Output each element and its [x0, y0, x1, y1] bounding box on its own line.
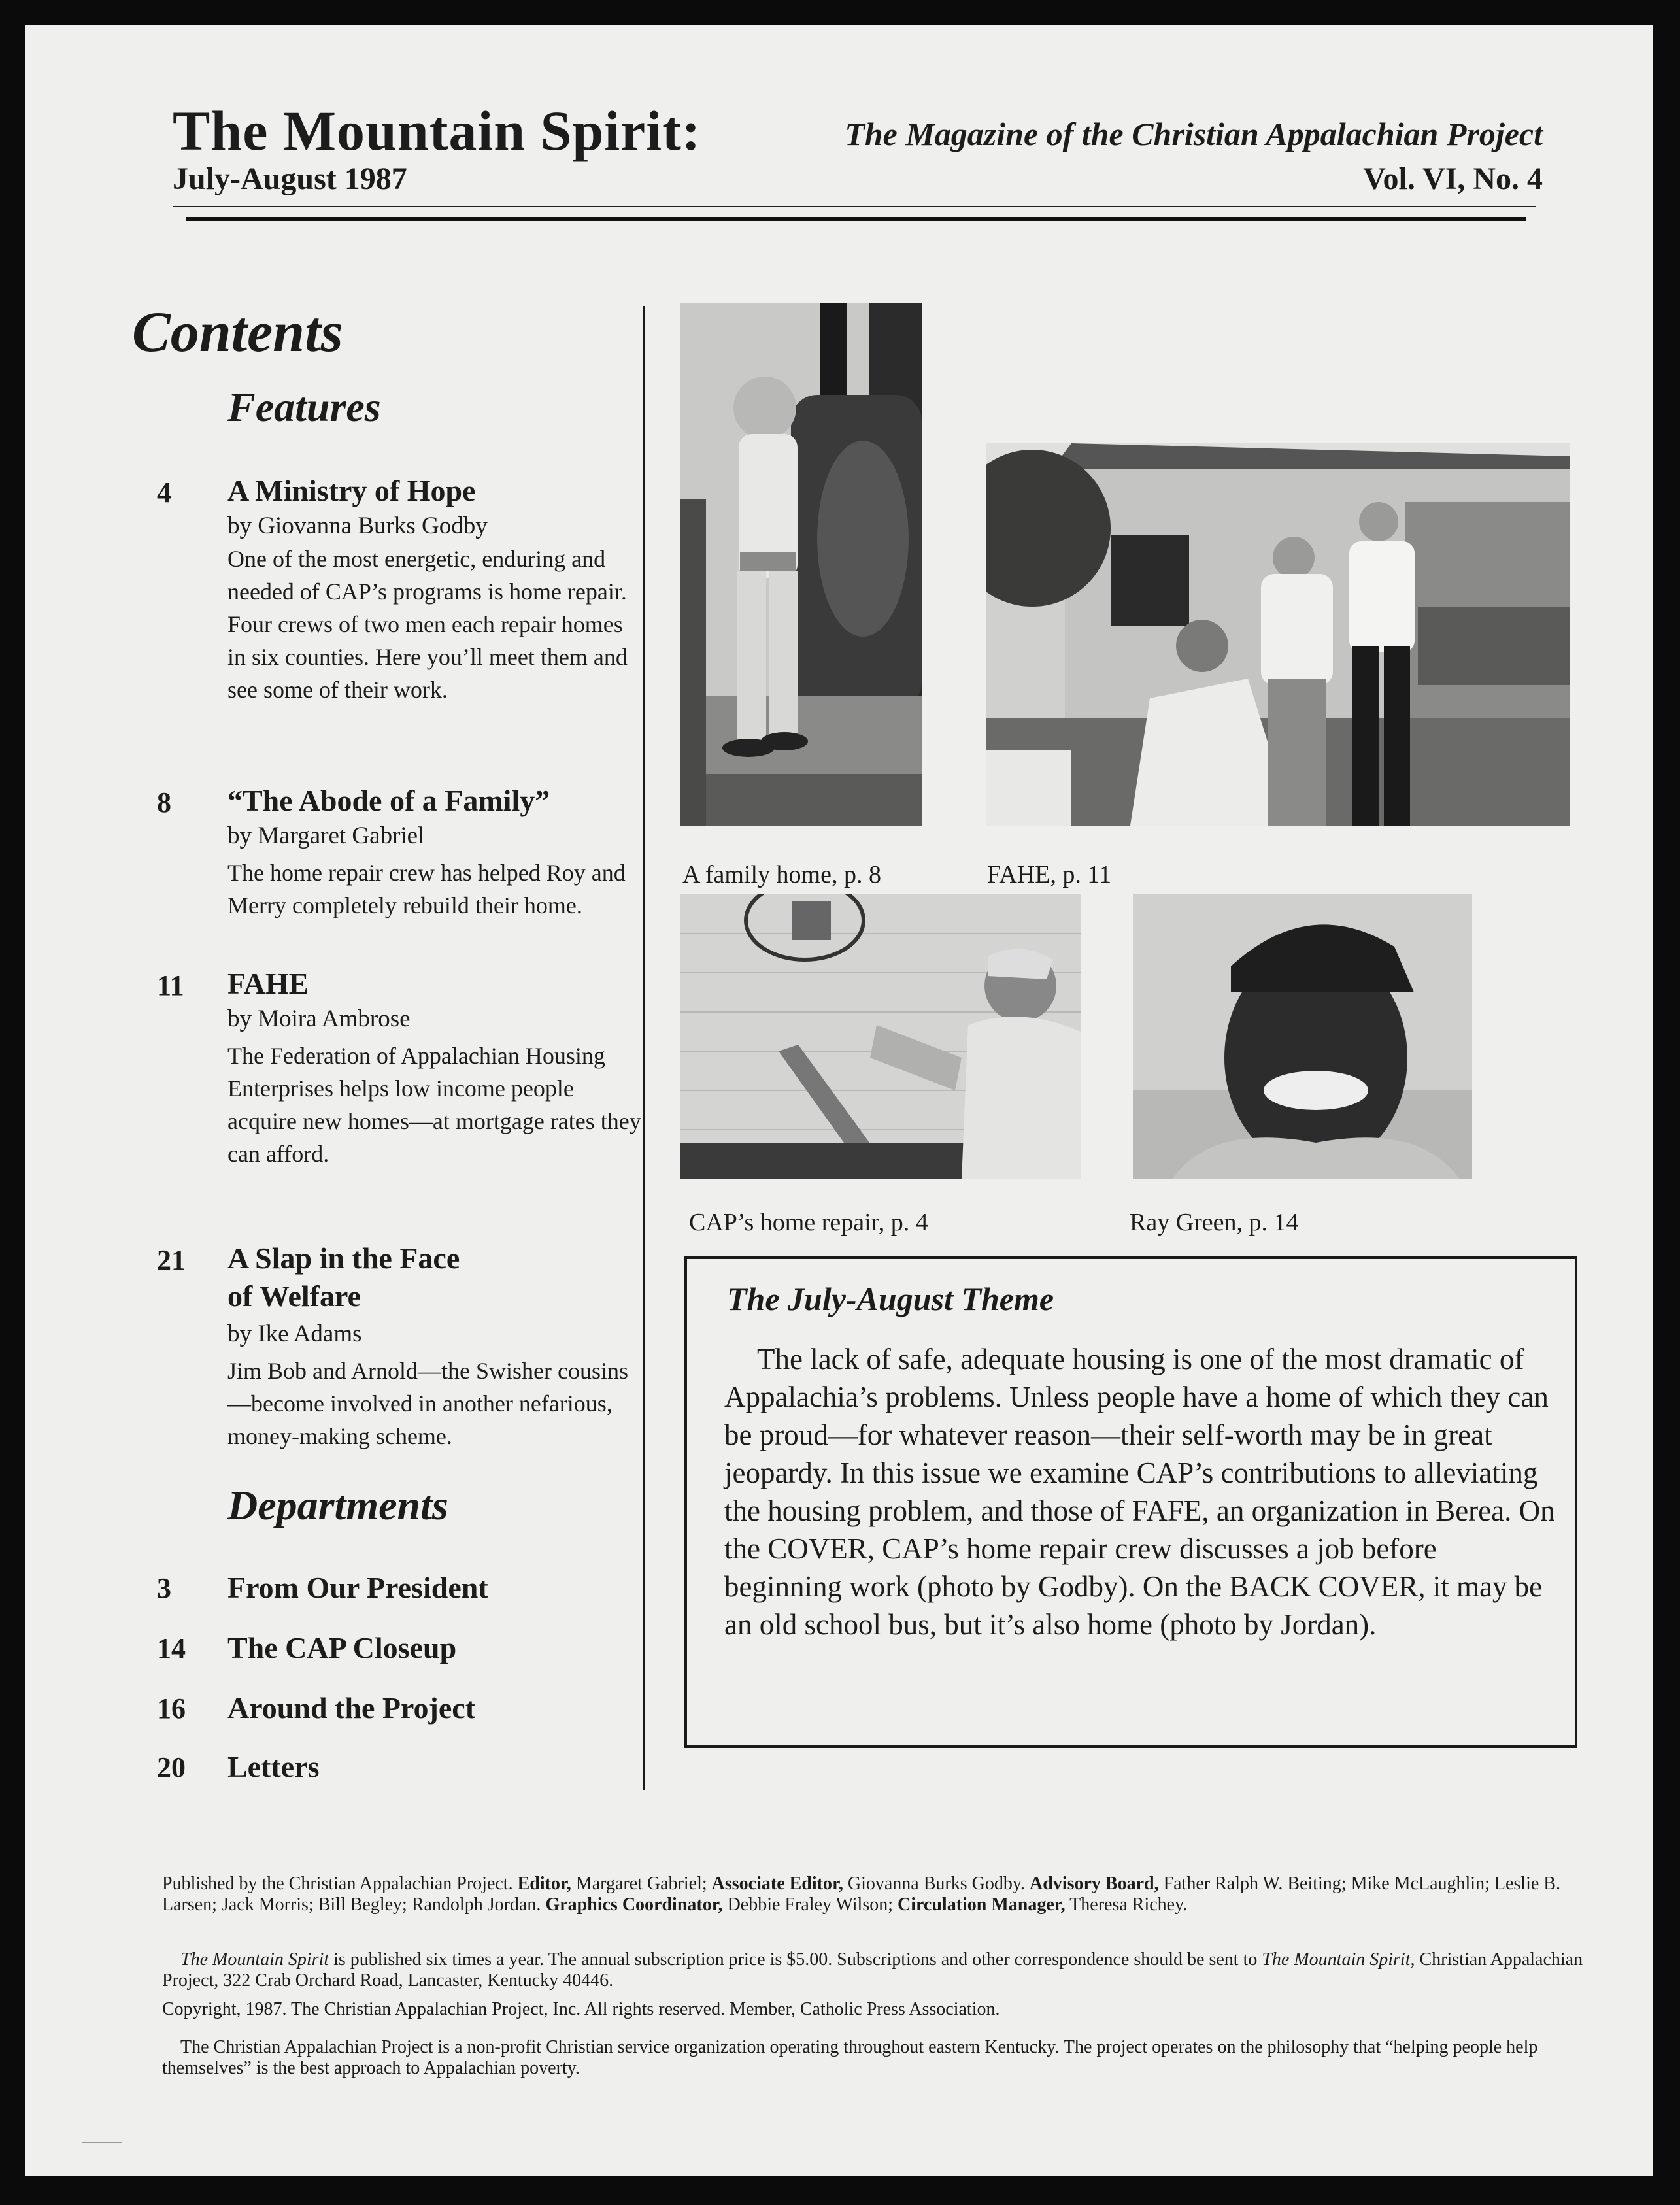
departments-heading: Departments [227, 1482, 448, 1528]
feature-title-line-2: of Welfare [227, 1279, 361, 1313]
copyright-notice: Copyright, 1987. The Christian Appalachian Project, Inc. All rights reserved. Member, Catholic Press Association. [162, 1999, 1000, 2019]
feature-description: The home repair crew has helped Roy and Merry completely rebuild their home. [227, 860, 626, 918]
department-page-number: 16 [157, 1692, 186, 1725]
features-heading: Features [227, 384, 381, 430]
feature-description: One of the most energetic, enduring and needed of CAP’s programs is home repair. Four crews of two men each repair homes in six counties. Here you’ll meet them and see some of their work. [227, 546, 628, 703]
photo-caption: FAHE, p. 11 [987, 861, 1111, 888]
page-edge-mark [82, 2142, 122, 2143]
department-page-number: 20 [157, 1751, 186, 1783]
feature-title: A Slap in the Face [227, 1241, 460, 1275]
department-page-number: 3 [157, 1572, 171, 1604]
photo-caption: A family home, p. 8 [682, 861, 881, 888]
masthead-rule-thin [173, 206, 1536, 207]
feature-title: A Ministry of Hope [227, 474, 476, 507]
issue-volume: Vol. VI, No. 4 [1363, 161, 1543, 196]
mission-statement: The Christian Appalachian Project is a non-profit Christian service organization operating throughout eastern Kentucky. The project operates on the philosophy that “helping people help themselves” is the best approach to Appalachian poverty. [162, 2037, 1538, 2078]
magazine-tagline: The Magazine of the Christian Appalachian Project [845, 116, 1543, 152]
feature-author: by Giovanna Burks Godby [227, 513, 488, 539]
feature-page-number: 8 [157, 786, 171, 818]
publisher-credits: Published by the Christian Appalachian Project. Editor, Margaret Gabriel; Associate Editor, Giovanna Burks Godby. Advisory Board, Father Ralph W. Beiting; Mike McLaughlin; Leslie B. Larsen; Jack Morris; Bill Begley; Randolph Jordan. Graphics Coordinator, Debbie Fraley Wilson; Circulation Manager, Theresa Richey. [162, 1874, 1560, 1915]
feature-title: FAHE [227, 967, 309, 1000]
feature-page-number: 21 [157, 1244, 186, 1276]
feature-author: by Ike Adams [227, 1321, 362, 1347]
department-title: From Our President [227, 1571, 488, 1604]
magazine-page [25, 25, 1653, 2176]
contents-heading: Contents [132, 301, 343, 364]
department-title: Around the Project [227, 1691, 476, 1725]
home-repair-photo [680, 894, 1081, 1179]
ray-green-photo [1133, 894, 1472, 1179]
feature-description: The Federation of Appalachian Housing Enterprises helps low income people acquire new homes—at mortgage rates they can afford. [227, 1043, 641, 1167]
family-home-photo [680, 303, 922, 826]
issue-date: July-August 1987 [173, 161, 407, 196]
column-divider [643, 306, 645, 1790]
masthead-rule-thick [186, 217, 1526, 221]
theme-title: The July-August Theme [727, 1281, 1054, 1317]
department-page-number: 14 [157, 1632, 186, 1664]
photo-caption: CAP’s home repair, p. 4 [689, 1209, 928, 1236]
feature-page-number: 4 [157, 477, 171, 509]
feature-description: Jim Bob and Arnold—the Swisher cousins—become involved in another nefarious, money-making scheme. [227, 1358, 628, 1449]
feature-title: “The Abode of a Family” [227, 784, 550, 817]
department-title: Letters [227, 1750, 320, 1783]
feature-page-number: 11 [157, 969, 184, 1002]
feature-author: by Moira Ambrose [227, 1005, 411, 1032]
fahe-photo [986, 443, 1570, 826]
feature-author: by Margaret Gabriel [227, 822, 425, 849]
department-title: The CAP Closeup [227, 1631, 457, 1664]
photo-caption: Ray Green, p. 14 [1130, 1209, 1299, 1236]
theme-body: The lack of safe, adequate housing is one of the most dramatic of Appalachia’s problems. Unless people have a home of which they can be proud—for whatever reason—their self-worth may be in great jeopardy. In this issue we examine CAP’s contributions to alleviating the housing problem, and those of FAFE, an organization in Berea. On the COVER, CAP’s home repair crew discusses a job before beginning work (photo by Godby). On the BACK COVER, it may be an old school bus, but it’s also home (photo by Jordan). [724, 1343, 1555, 1641]
subscription-info: The Mountain Spirit is published six times a year. The annual subscription price is $5.00. Subscriptions and other correspondence should be sent to The Mountain Spirit, Christian Appalachian Project, 322 Crab Orchard Road, Lancaster, Kentucky 40446. [162, 1949, 1583, 1991]
magazine-title: The Mountain Spirit: [173, 99, 701, 162]
